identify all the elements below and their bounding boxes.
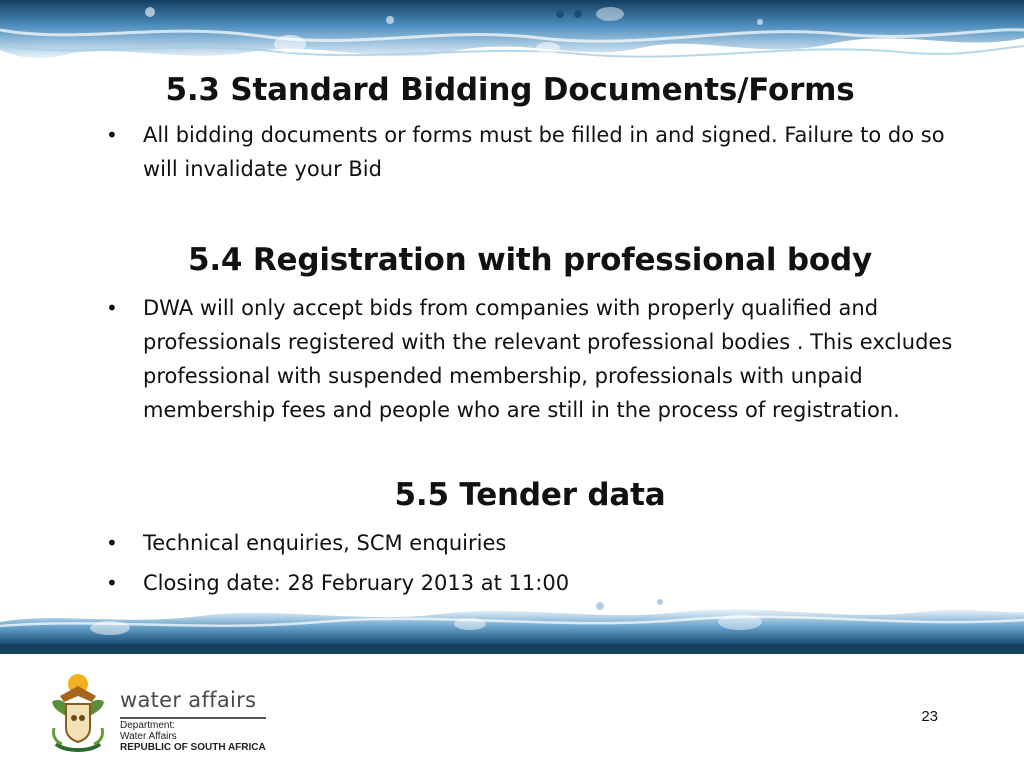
bullet-text: Closing date: 28 February 2013 at 11:00 <box>143 571 570 595</box>
bullet-text: All bidding documents or forms must be filled in and signed. Failure to do so will invalidate your Bid <box>143 123 945 181</box>
water-splash-top-icon <box>0 0 1024 78</box>
list-item <box>106 291 963 427</box>
bullet-icon: • <box>106 571 118 595</box>
section-heading-5-3: 5.3 Standard Bidding Documents/Forms <box>165 72 855 108</box>
bullet-text: Technical enquiries, SCM enquiries <box>143 531 507 555</box>
department-logo <box>46 668 296 758</box>
water-splash-bottom-icon <box>0 592 1024 654</box>
logo-divider <box>120 717 266 719</box>
list-item <box>106 118 963 186</box>
logo-department-name: Water Affairs <box>120 731 177 742</box>
list-item <box>106 526 963 560</box>
section-heading-5-4: 5.4 Registration with professional body <box>187 242 873 278</box>
water-splash-banner-top <box>0 0 1024 78</box>
water-splash-banner-bottom <box>0 592 1024 654</box>
logo-department-label: Department: <box>120 720 176 731</box>
slide-number: 23 <box>921 708 938 725</box>
bullet-icon: • <box>106 531 118 555</box>
logo-title: water affairs <box>120 688 257 712</box>
slide-footer <box>0 654 1024 768</box>
bullet-text: DWA will only accept bids from companies with properly qualified and professionals registered with the relevant professional bodies . This excludes professional with suspended membership, professionals with unpaid membership fees and people who are still in the process of registration. <box>143 296 953 422</box>
south-africa-coat-of-arms-icon <box>46 668 110 756</box>
bullet-icon: • <box>106 123 118 147</box>
logo-country: REPUBLIC OF SOUTH AFRICA <box>120 742 266 753</box>
section-heading-5-5: 5.5 Tender data <box>394 477 666 513</box>
bullet-icon: • <box>106 296 118 320</box>
